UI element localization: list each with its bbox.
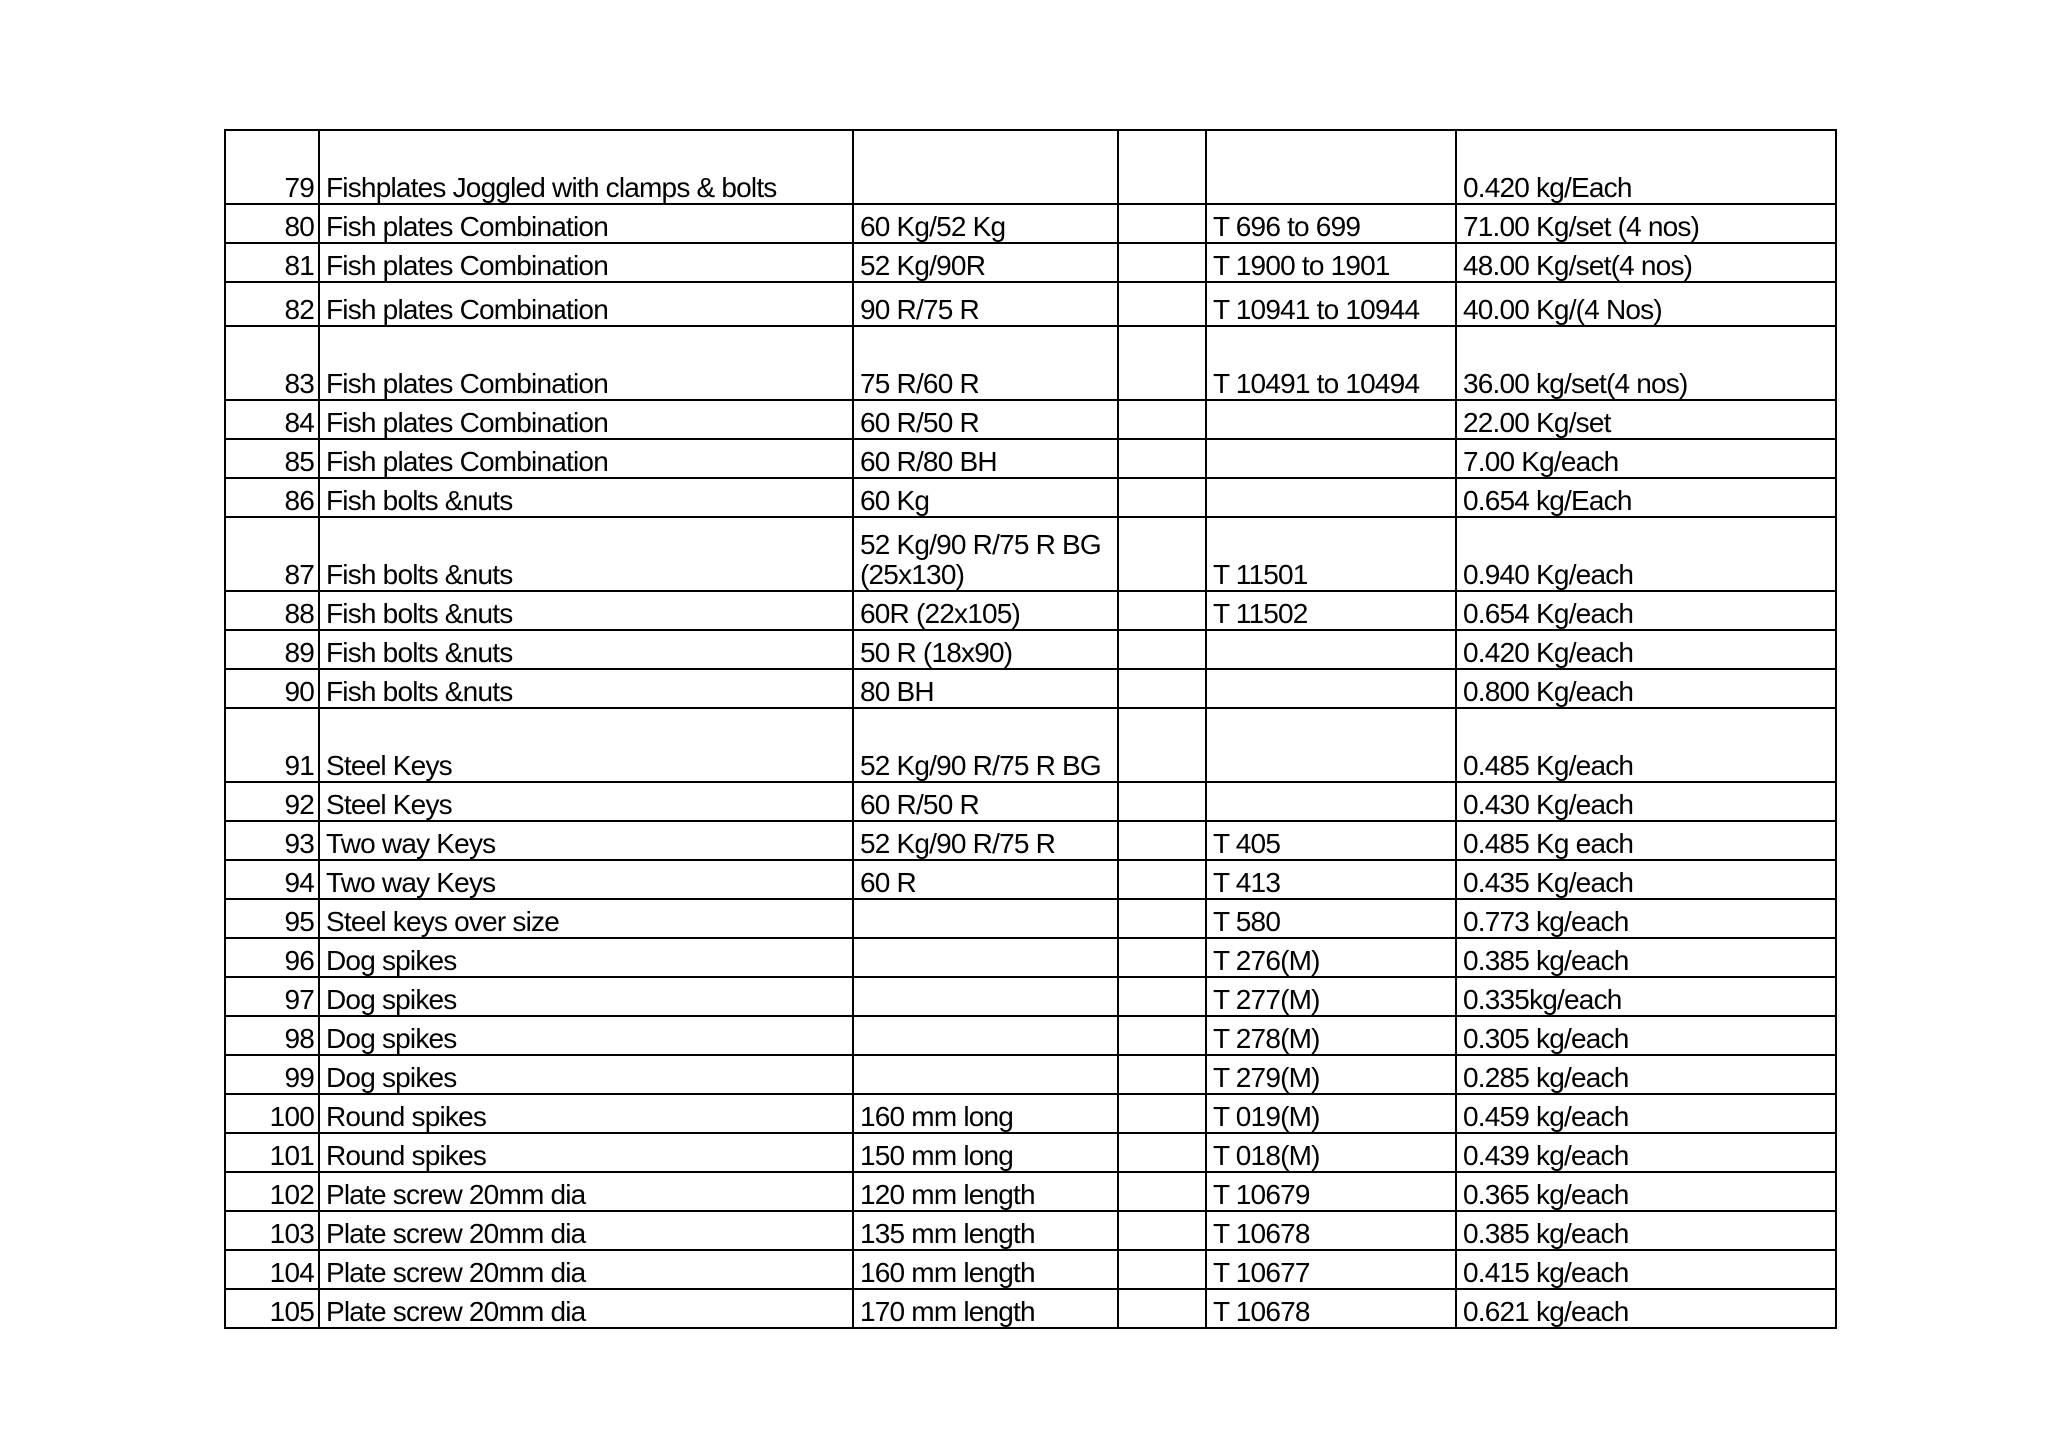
weight-cell: 0.485 Kg each: [1456, 821, 1836, 860]
empty-cell: [1118, 243, 1206, 282]
drawing-number-cell: [1206, 130, 1456, 204]
drawing-number-cell: [1206, 478, 1456, 517]
item-number-cell: 91: [225, 708, 319, 782]
empty-cell: [1118, 204, 1206, 243]
description-cell: Fish plates Combination: [319, 204, 853, 243]
drawing-number-cell: T 277(M): [1206, 977, 1456, 1016]
empty-cell: [1118, 708, 1206, 782]
item-number-cell: 99: [225, 1055, 319, 1094]
size-cell: 60 R: [853, 860, 1118, 899]
item-number-cell: 94: [225, 860, 319, 899]
empty-cell: [1118, 1172, 1206, 1211]
table-row: [225, 591, 1836, 630]
table-row: [225, 860, 1836, 899]
item-number-cell: 95: [225, 899, 319, 938]
description-cell: Plate screw 20mm dia: [319, 1211, 853, 1250]
table-row: [225, 439, 1836, 478]
weight-cell: 7.00 Kg/each: [1456, 439, 1836, 478]
drawing-number-cell: T 278(M): [1206, 1016, 1456, 1055]
weight-cell: 0.435 Kg/each: [1456, 860, 1836, 899]
size-cell: 60 R/50 R: [853, 400, 1118, 439]
item-number-cell: 86: [225, 478, 319, 517]
table-row: [225, 400, 1836, 439]
table-row: [225, 130, 1836, 204]
size-cell: 160 mm long: [853, 1094, 1118, 1133]
table-row: [225, 938, 1836, 977]
weight-cell: 0.459 kg/each: [1456, 1094, 1836, 1133]
empty-cell: [1118, 938, 1206, 977]
weight-cell: 0.654 kg/Each: [1456, 478, 1836, 517]
weight-cell: 0.420 Kg/each: [1456, 630, 1836, 669]
weight-cell: 0.285 kg/each: [1456, 1055, 1836, 1094]
item-number-cell: 87: [225, 517, 319, 591]
table-row: [225, 1172, 1836, 1211]
drawing-number-cell: [1206, 782, 1456, 821]
description-cell: Fish plates Combination: [319, 282, 853, 326]
size-cell: 60 R/50 R: [853, 782, 1118, 821]
weight-cell: 48.00 Kg/set(4 nos): [1456, 243, 1836, 282]
empty-cell: [1118, 977, 1206, 1016]
weight-cell: 0.800 Kg/each: [1456, 669, 1836, 708]
size-cell: 50 R (18x90): [853, 630, 1118, 669]
table-row: [225, 1055, 1836, 1094]
description-cell: Steel Keys: [319, 708, 853, 782]
weight-cell: 0.365 kg/each: [1456, 1172, 1836, 1211]
description-cell: Dog spikes: [319, 977, 853, 1016]
size-cell: 120 mm length: [853, 1172, 1118, 1211]
table-row: [225, 899, 1836, 938]
table-row: [225, 708, 1836, 782]
table-row: [225, 1289, 1836, 1328]
item-number-cell: 85: [225, 439, 319, 478]
weight-cell: 0.335kg/each: [1456, 977, 1836, 1016]
drawing-number-cell: T 10491 to 10494: [1206, 326, 1456, 400]
empty-cell: [1118, 860, 1206, 899]
item-number-cell: 104: [225, 1250, 319, 1289]
size-cell: 52 Kg/90 R/75 R BG: [853, 708, 1118, 782]
empty-cell: [1118, 669, 1206, 708]
description-cell: Plate screw 20mm dia: [319, 1250, 853, 1289]
drawing-number-cell: [1206, 708, 1456, 782]
drawing-number-cell: T 405: [1206, 821, 1456, 860]
size-cell: 150 mm long: [853, 1133, 1118, 1172]
size-cell: [853, 1055, 1118, 1094]
empty-cell: [1118, 326, 1206, 400]
table-row: [225, 517, 1836, 591]
empty-cell: [1118, 400, 1206, 439]
description-cell: Steel Keys: [319, 782, 853, 821]
table-row: [225, 821, 1836, 860]
empty-cell: [1118, 282, 1206, 326]
drawing-number-cell: T 1900 to 1901: [1206, 243, 1456, 282]
item-number-cell: 98: [225, 1016, 319, 1055]
description-cell: Two way Keys: [319, 821, 853, 860]
size-cell: 52 Kg/90 R/75 R BG (25x130): [853, 517, 1118, 591]
description-cell: Dog spikes: [319, 938, 853, 977]
empty-cell: [1118, 130, 1206, 204]
empty-cell: [1118, 630, 1206, 669]
size-cell: [853, 130, 1118, 204]
item-number-cell: 103: [225, 1211, 319, 1250]
drawing-number-cell: T 279(M): [1206, 1055, 1456, 1094]
description-cell: Two way Keys: [319, 860, 853, 899]
empty-cell: [1118, 899, 1206, 938]
size-cell: [853, 938, 1118, 977]
drawing-number-cell: [1206, 630, 1456, 669]
item-number-cell: 105: [225, 1289, 319, 1328]
table-row: [225, 282, 1836, 326]
size-cell: 80 BH: [853, 669, 1118, 708]
weight-cell: 40.00 Kg/(4 Nos): [1456, 282, 1836, 326]
item-number-cell: 79: [225, 130, 319, 204]
table-row: [225, 669, 1836, 708]
size-cell: [853, 1016, 1118, 1055]
drawing-number-cell: T 10677: [1206, 1250, 1456, 1289]
description-cell: Steel keys over size: [319, 899, 853, 938]
item-number-cell: 96: [225, 938, 319, 977]
drawing-number-cell: T 413: [1206, 860, 1456, 899]
size-cell: [853, 977, 1118, 1016]
drawing-number-cell: T 276(M): [1206, 938, 1456, 977]
weight-cell: 0.773 kg/each: [1456, 899, 1836, 938]
description-cell: Plate screw 20mm dia: [319, 1289, 853, 1328]
table-row: [225, 1133, 1836, 1172]
drawing-number-cell: T 580: [1206, 899, 1456, 938]
weight-cell: 0.305 kg/each: [1456, 1016, 1836, 1055]
weight-cell: 0.385 kg/each: [1456, 1211, 1836, 1250]
item-number-cell: 84: [225, 400, 319, 439]
drawing-number-cell: T 10678: [1206, 1211, 1456, 1250]
table-row: [225, 977, 1836, 1016]
drawing-number-cell: T 10679: [1206, 1172, 1456, 1211]
drawing-number-cell: [1206, 669, 1456, 708]
size-cell: 90 R/75 R: [853, 282, 1118, 326]
size-cell: 60R (22x105): [853, 591, 1118, 630]
item-number-cell: 89: [225, 630, 319, 669]
table-body: [225, 130, 1836, 1328]
item-number-cell: 92: [225, 782, 319, 821]
drawing-number-cell: T 018(M): [1206, 1133, 1456, 1172]
size-cell: [853, 899, 1118, 938]
drawing-number-cell: [1206, 439, 1456, 478]
description-cell: Round spikes: [319, 1094, 853, 1133]
description-cell: Round spikes: [319, 1133, 853, 1172]
empty-cell: [1118, 591, 1206, 630]
item-number-cell: 88: [225, 591, 319, 630]
description-cell: Fish bolts &nuts: [319, 478, 853, 517]
drawing-number-cell: T 696 to 699: [1206, 204, 1456, 243]
empty-cell: [1118, 1016, 1206, 1055]
weight-cell: 0.485 Kg/each: [1456, 708, 1836, 782]
description-cell: Plate screw 20mm dia: [319, 1172, 853, 1211]
description-cell: Fish plates Combination: [319, 439, 853, 478]
item-number-cell: 80: [225, 204, 319, 243]
weight-cell: 0.654 Kg/each: [1456, 591, 1836, 630]
specification-table: [224, 129, 1837, 1329]
weight-cell: 0.385 kg/each: [1456, 938, 1836, 977]
table-row: [225, 1250, 1836, 1289]
size-cell: 75 R/60 R: [853, 326, 1118, 400]
description-cell: Fish bolts &nuts: [319, 591, 853, 630]
drawing-number-cell: T 11501: [1206, 517, 1456, 591]
item-number-cell: 97: [225, 977, 319, 1016]
empty-cell: [1118, 478, 1206, 517]
weight-cell: 22.00 Kg/set: [1456, 400, 1836, 439]
item-number-cell: 90: [225, 669, 319, 708]
weight-cell: 0.621 kg/each: [1456, 1289, 1836, 1328]
description-cell: Fish plates Combination: [319, 326, 853, 400]
drawing-number-cell: T 10678: [1206, 1289, 1456, 1328]
weight-cell: 71.00 Kg/set (4 nos): [1456, 204, 1836, 243]
table-row: [225, 243, 1836, 282]
description-cell: Fishplates Joggled with clamps & bolts: [319, 130, 853, 204]
table-row: [225, 782, 1836, 821]
item-number-cell: 93: [225, 821, 319, 860]
drawing-number-cell: [1206, 400, 1456, 439]
item-number-cell: 100: [225, 1094, 319, 1133]
size-cell: 160 mm length: [853, 1250, 1118, 1289]
empty-cell: [1118, 821, 1206, 860]
table-row: [225, 1211, 1836, 1250]
empty-cell: [1118, 1055, 1206, 1094]
description-cell: Fish bolts &nuts: [319, 630, 853, 669]
weight-cell: 0.940 Kg/each: [1456, 517, 1836, 591]
table-row: [225, 204, 1836, 243]
item-number-cell: 81: [225, 243, 319, 282]
size-cell: 135 mm length: [853, 1211, 1118, 1250]
table-row: [225, 1094, 1836, 1133]
description-cell: Dog spikes: [319, 1016, 853, 1055]
size-cell: 52 Kg/90R: [853, 243, 1118, 282]
description-cell: Dog spikes: [319, 1055, 853, 1094]
empty-cell: [1118, 517, 1206, 591]
drawing-number-cell: T 11502: [1206, 591, 1456, 630]
empty-cell: [1118, 439, 1206, 478]
item-number-cell: 102: [225, 1172, 319, 1211]
description-cell: Fish bolts &nuts: [319, 517, 853, 591]
size-cell: 60 Kg: [853, 478, 1118, 517]
description-cell: Fish plates Combination: [319, 400, 853, 439]
weight-cell: 36.00 kg/set(4 nos): [1456, 326, 1836, 400]
empty-cell: [1118, 1211, 1206, 1250]
weight-cell: 0.420 kg/Each: [1456, 130, 1836, 204]
empty-cell: [1118, 1133, 1206, 1172]
weight-cell: 0.415 kg/each: [1456, 1250, 1836, 1289]
description-cell: Fish bolts &nuts: [319, 669, 853, 708]
description-cell: Fish plates Combination: [319, 243, 853, 282]
item-number-cell: 82: [225, 282, 319, 326]
size-cell: 60 R/80 BH: [853, 439, 1118, 478]
empty-cell: [1118, 782, 1206, 821]
size-cell: 60 Kg/52 Kg: [853, 204, 1118, 243]
table-row: [225, 478, 1836, 517]
table-row: [225, 326, 1836, 400]
table-row: [225, 630, 1836, 669]
table-row: [225, 1016, 1836, 1055]
drawing-number-cell: T 10941 to 10944: [1206, 282, 1456, 326]
empty-cell: [1118, 1250, 1206, 1289]
item-number-cell: 101: [225, 1133, 319, 1172]
size-cell: 52 Kg/90 R/75 R: [853, 821, 1118, 860]
item-number-cell: 83: [225, 326, 319, 400]
empty-cell: [1118, 1094, 1206, 1133]
empty-cell: [1118, 1289, 1206, 1328]
size-cell: 170 mm length: [853, 1289, 1118, 1328]
drawing-number-cell: T 019(M): [1206, 1094, 1456, 1133]
weight-cell: 0.430 Kg/each: [1456, 782, 1836, 821]
weight-cell: 0.439 kg/each: [1456, 1133, 1836, 1172]
